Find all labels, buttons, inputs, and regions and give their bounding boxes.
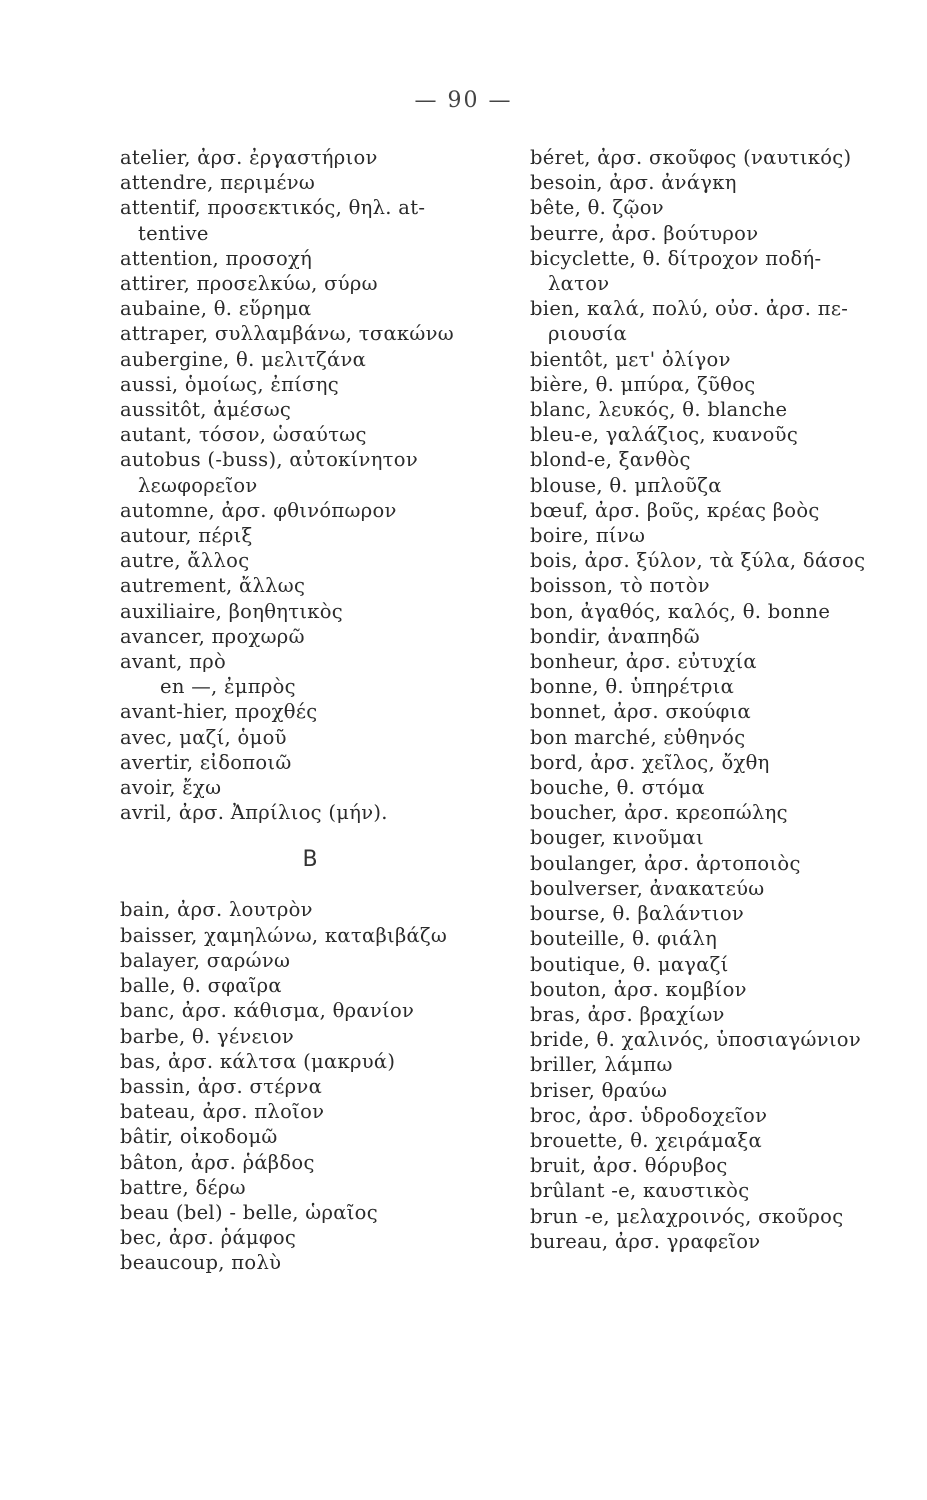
dictionary-entry: beaucoup, πολὺ (120, 1251, 282, 1275)
dictionary-entry: tentive (138, 221, 209, 245)
dictionary-entry: avancer, προχωρῶ (120, 624, 305, 648)
dictionary-entry: brouette, θ. χειράμαξα (530, 1128, 762, 1152)
dictionary-entry: bouger, κινοῦμαι (530, 826, 704, 850)
dictionary-entry: avec, μαζί, ὁμοῦ (120, 725, 287, 749)
dictionary-entry: autrement, ἄλλως (120, 574, 306, 598)
dictionary-entry: bœuf, ἀρσ. βοῦς, κρέας βοὸς (530, 498, 820, 522)
dictionary-entry: aussi, ὁμοίως, ἐπίσης (120, 372, 339, 396)
dictionary-entry: λεωφορεῖον (138, 473, 258, 497)
page-number: — 90 — (414, 88, 513, 113)
dictionary-entry: boisson, τὸ ποτὸν (530, 574, 710, 598)
dictionary-entry: boucher, ἀρσ. κρεοπώλης (530, 801, 788, 825)
entries-a-list (120, 145, 500, 825)
dictionary-entry: autobus (-buss), αὐτοκίνητον (120, 448, 418, 472)
dictionary-entry: bon, ἀγαθός, καλός, θ. bonne (530, 599, 831, 623)
entries-b-list (120, 897, 500, 1275)
dictionary-entry: bientôt, μετ' ὀλίγον (530, 347, 731, 371)
dictionary-entry: balle, θ. σφαῖρα (120, 974, 282, 998)
dictionary-entry: attention, προσοχή (120, 246, 313, 270)
dictionary-entry: ριουσία (548, 322, 627, 346)
dictionary-entry: auxiliaire, βοηθητικὸς (120, 599, 344, 623)
dictionary-entry: boulverser, ἀνακατεύω (530, 876, 765, 900)
dictionary-entry: beurre, ἀρσ. βούτυρον (530, 221, 759, 245)
dictionary-entry: bureau, ἀρσ. γραφεῖον (530, 1229, 761, 1253)
dictionary-entry: bleu-e, γαλάζιος, κυανοῦς (530, 423, 799, 447)
dictionary-entry: bon marché, εὐθηνός (530, 725, 746, 749)
dictionary-entry: bateau, ἀρσ. πλοῖον (120, 1100, 325, 1124)
dictionary-entry: autour, πέριξ (120, 524, 253, 548)
dictionary-entry: baisser, χαμηλώνω, καταβιβάζω (120, 923, 448, 947)
dictionary-entry: bruit, ἀρσ. θόρυβος (530, 1154, 728, 1178)
dictionary-entry: broc, ἀρσ. ὑδροδοχεῖον (530, 1103, 768, 1127)
dictionary-entry: attraper, συλλαμβάνω, τσακώνω (120, 322, 454, 346)
dictionary-entry: boulanger, ἀρσ. ἀρτοποιὸς (530, 851, 801, 875)
dictionary-entry: brûlant -e, καυστικὸς (530, 1179, 750, 1203)
right-column (530, 145, 910, 1254)
dictionary-entry: boutique, θ. μαγαζί (530, 952, 729, 976)
dictionary-entry: bête, θ. ζῷον (530, 196, 664, 220)
dictionary-entry: automne, ἀρσ. φθινόπωρον (120, 498, 397, 522)
dictionary-entry: bec, ἀρσ. ῥάμφος (120, 1226, 297, 1250)
dictionary-entry: bouton, ἀρσ. κομβίον (530, 977, 747, 1001)
dictionary-entry: attendre, περιμένω (120, 171, 316, 195)
dictionary-entry: barbe, θ. γένειον (120, 1024, 295, 1048)
dictionary-entry: avoir, ἔχω (120, 776, 222, 800)
dictionary-entry: bas, ἀρσ. κάλτσα (μακρυά) (120, 1049, 396, 1073)
dictionary-entry: avril, ἀρσ. Ἀπρίλιος (μήν). (120, 801, 388, 825)
dictionary-entry: aussitôt, ἀμέσως (120, 398, 292, 422)
dictionary-entry: avertir, εἰδοποιῶ (120, 750, 292, 774)
dictionary-entry: aubaine, θ. εὕρημα (120, 297, 312, 321)
dictionary-entry: béret, ἀρσ. σκοῦφος (ναυτικός) (530, 146, 852, 169)
dictionary-entry: bière, θ. μπύρα, ζῦθος (530, 372, 756, 396)
dictionary-entry: bonnet, ἀρσ. σκούφια (530, 700, 752, 724)
dictionary-entry: boire, πίνω (530, 524, 646, 548)
dictionary-entry: atelier, ἀρσ. ἐργαστήριον (120, 146, 378, 169)
dictionary-entry: bouche, θ. στόμα (530, 776, 705, 800)
dictionary-entry: bain, ἀρσ. λουτρὸν (120, 898, 313, 922)
dictionary-entry: besoin, ἀρσ. ἀνάγκη (530, 171, 737, 195)
dictionary-entry: briller, λάμπω (530, 1053, 673, 1077)
right-entries-list (530, 145, 910, 1254)
dictionary-entry: bien, καλά, πολύ, οὐσ. ἀρσ. πε- (530, 297, 849, 321)
dictionary-entry: attirer, προσελκύω, σύρω (120, 272, 378, 296)
dictionary-entry: balayer, σαρώνω (120, 948, 291, 972)
dictionary-entry: bâton, ἀρσ. ῥάβδος (120, 1150, 315, 1174)
section-letter-b: B (302, 847, 318, 873)
dictionary-entry: beau (bel) - belle, ὡραῖος (120, 1200, 378, 1224)
dictionary-entry: bride, θ. χαλινός, ὑποσιαγώνιον (530, 1028, 861, 1052)
dictionary-entry: bouteille, θ. φιάλη (530, 927, 718, 951)
dictionary-entry: bourse, θ. βαλάντιον (530, 902, 745, 926)
dictionary-entry: banc, ἀρσ. κάθισμα, θρανίον (120, 999, 415, 1023)
dictionary-entry: bois, ἀρσ. ξύλον, τὰ ξύλα, δάσος (530, 549, 866, 573)
dictionary-entry: bonne, θ. ὑπηρέτρια (530, 675, 735, 699)
dictionary-entry: avant, πρὸ (120, 650, 227, 674)
dictionary-entry: λατον (548, 272, 610, 296)
dictionary-entry: aubergine, θ. μελιτζάνα (120, 347, 367, 371)
dictionary-entry: bicyclette, θ. δίτροχον ποδή- (530, 246, 822, 270)
dictionary-entry: attentif, προσεκτικός, θηλ. at- (120, 196, 426, 220)
dictionary-entry: bord, ἀρσ. χεῖλος, ὄχθη (530, 750, 770, 774)
dictionary-entry: battre, δέρω (120, 1175, 246, 1199)
dictionary-entry: briser, θραύω (530, 1078, 668, 1102)
dictionary-entry: autant, τόσον, ὡσαύτως (120, 423, 367, 447)
dictionary-entry: avant-hier, προχθές (120, 700, 318, 724)
dictionary-entry: blanc, λευκός, θ. blanche (530, 398, 788, 422)
dictionary-entry: autre, ἄλλος (120, 549, 250, 573)
left-column (120, 145, 500, 1276)
dictionary-entry: brun -e, μελαχροινός, σκοῦρος (530, 1204, 844, 1228)
dictionary-entry: bras, ἀρσ. βραχίων (530, 1002, 725, 1026)
dictionary-entry: bassin, ἀρσ. στέρνα (120, 1074, 323, 1098)
dictionary-entry: bonheur, ἀρσ. εὐτυχία (530, 650, 757, 674)
dictionary-entry: bâtir, οἰκοδομῶ (120, 1125, 278, 1149)
dictionary-entry: blouse, θ. μπλοῦζα (530, 473, 722, 497)
dictionary-entry: en —, ἐμπρὸς (160, 675, 296, 699)
dictionary-entry: blond-e, ξανθὸς (530, 448, 691, 472)
dictionary-entry: bondir, ἀναπηδῶ (530, 624, 700, 648)
